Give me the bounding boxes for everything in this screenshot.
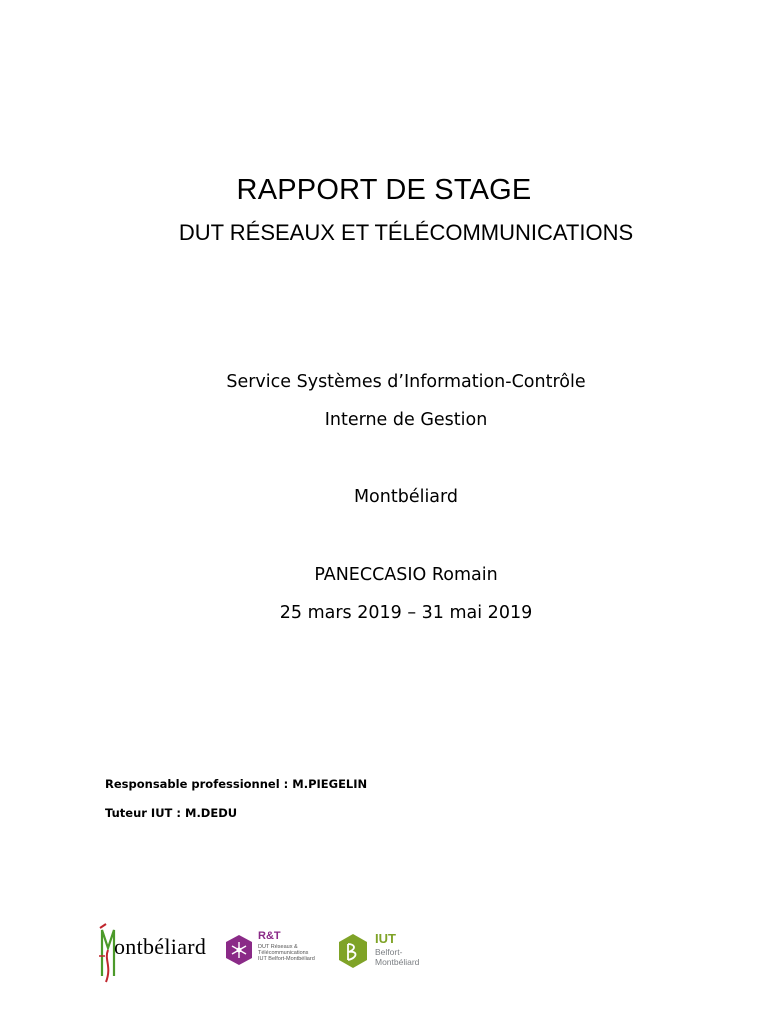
rt-hexagon-icon <box>222 920 256 986</box>
iut-logo-title: IUT <box>375 931 396 946</box>
iut-logo-subtitle-line-1: Belfort- <box>375 947 403 957</box>
author-name: PANECCASIO Romain <box>314 565 498 585</box>
service-line-2: Interne de Gestion <box>324 410 488 430</box>
tuteur-iut: Tuteur IUT : M.DEDU <box>105 806 238 820</box>
montbeliard-logo <box>96 920 218 986</box>
document-title: RAPPORT DE STAGE <box>236 174 532 206</box>
location: Montbéliard <box>353 487 459 507</box>
rt-logo-title: R&T <box>258 930 281 942</box>
service-line-1: Service Systèmes d’Information-Contrôle <box>226 372 586 392</box>
iut-hexagon-icon <box>334 920 372 986</box>
rt-logo <box>222 920 318 986</box>
iut-logo-subtitle-line-2: Montbéliard <box>375 957 420 967</box>
logos-row <box>96 920 476 986</box>
internship-dates: 25 mars 2019 – 31 mai 2019 <box>279 603 533 623</box>
rt-logo-subtitle: DUT Réseaux & Télécommunications IUT Belfort-Montbéliard <box>258 944 315 962</box>
document-subtitle: DUT RÉSEAUX ET TÉLÉCOMMUNICATIONS <box>178 220 634 245</box>
montbeliard-logo-text: ontbéliard <box>114 934 207 959</box>
responsable-professionnel: Responsable professionnel : M.PIEGELIN <box>105 777 368 791</box>
iut-logo <box>334 920 434 986</box>
iut-logo-subtitle <box>375 947 435 967</box>
